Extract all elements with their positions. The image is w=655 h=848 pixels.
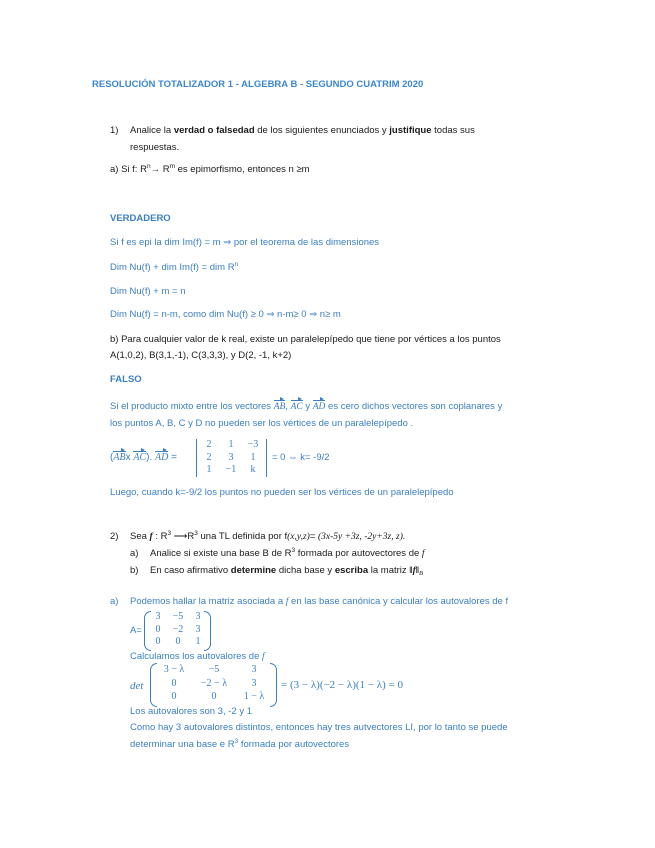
matrix-cell: k xyxy=(250,464,256,475)
matrix-cell: 0 xyxy=(171,677,177,689)
proof-line-1: Si f es epi la dim Im(f) = m ⇒ por el teorema de las dimensiones xyxy=(110,237,380,248)
matrix-cell: 0 xyxy=(155,623,161,635)
vector-ad: AD xyxy=(312,402,326,412)
matrix-cell: 3 − λ xyxy=(163,664,185,675)
matrix-a-label: A= xyxy=(130,625,142,636)
matrix-cell: 0 xyxy=(211,691,217,702)
mixed-product-result: = 0 ⇔ k= -9/2 xyxy=(272,452,330,463)
explanation-line-1: Si el producto mixto entre los vectores AB, AC y AD es cero dichos vectores son coplanares y xyxy=(110,401,503,412)
question-2-part-b-mark: b) xyxy=(130,565,139,576)
matrix-cell: 0 xyxy=(155,636,161,647)
matrix-cell: 1 xyxy=(250,451,256,463)
conclusion-line: Luego, cuando k=-9/2 los puntos no pueden ser los vértices de un paralelepípedo xyxy=(110,487,454,498)
answer-verdadero: VERDADERO xyxy=(110,213,171,224)
mixed-product-expression: (ABx AC). AD = xyxy=(110,452,177,463)
answer-2a-line-2: Calculamos los autovalores de f xyxy=(130,651,265,662)
question-1-intro-line-2: respuestas. xyxy=(130,142,180,153)
det-word: det xyxy=(130,680,144,692)
question-2-number: 2) xyxy=(110,531,119,542)
matrix-cell: 3 xyxy=(195,623,201,635)
matrix-cell: 3 xyxy=(195,611,201,622)
statement-a: a) Si f: $R^n\to R^m$ es epimorfismo, entonces n ≥m xyxy=(110,163,310,175)
char-matrix xyxy=(154,664,274,704)
vector-ac: AC xyxy=(290,402,303,412)
page-title: RESOLUCIÓN TOTALIZADOR 1 - ALGEBRA B - SEGUNDO CUATRIM 2020 xyxy=(92,79,424,90)
statement-b-line-1: b) Para cualquier valor de k real, existe un paralelepípedo que tiene por vértices a los puntos xyxy=(110,334,501,345)
matrix-cell: 3 xyxy=(228,451,234,463)
answer-2a-eigenvalues: Los autovalores son 3, -2 y 1 xyxy=(130,706,252,717)
matrix-a xyxy=(148,611,208,649)
question-2-statement: Sea f : $R^3$ $⟶R^3$ una TL definida por f(x,y,z)= (3x-5y +3z, -2y+3z, z). xyxy=(130,530,406,542)
matrix-cell: −1 xyxy=(225,464,237,475)
answer-2a-line-1: Podemos hallar la matriz asociada a f en las base canónica y calcular los autovalores de f xyxy=(130,596,509,607)
proof-line-4: Dim Nu(f) = n-m, como dim Nu(f) ≥ 0 ⇒ n-m≥ 0 ⇒ n≥ m xyxy=(110,309,341,320)
question-1-number: 1) xyxy=(110,125,119,136)
matrix-cell: 1 − λ xyxy=(243,691,265,702)
answer-2a-mark: a) xyxy=(110,596,119,607)
matrix-cell: −5 xyxy=(172,611,184,622)
proof-line-2: Dim Nu(f) + dim Im(f) = dim $R^n$ xyxy=(110,261,239,273)
answer-2a-line-4: Como hay 3 autovalores distintos, entonces hay tres autvectores LI, por lo tanto se puede xyxy=(130,722,508,733)
matrix-cell: 2 xyxy=(206,439,212,450)
matrix-cell: 3 xyxy=(251,664,257,675)
matrix-cell: 1 xyxy=(206,464,212,475)
matrix-cell: 1 xyxy=(195,636,201,647)
answer-falso: FALSO xyxy=(110,374,142,385)
matrix-cell: 3 xyxy=(251,677,257,689)
matrix-cell: −2 xyxy=(172,623,184,635)
determinant-matrix xyxy=(198,439,266,477)
matrix-cell: 2 xyxy=(206,451,212,463)
matrix-cell: 0 xyxy=(175,636,181,647)
matrix-cell: −3 xyxy=(247,439,259,450)
determinant-right-bar xyxy=(266,439,267,477)
statement-b-line-2: A(1,0,2), B(3,1,-1), C(3,3,3), y D(2, -1, k+2) xyxy=(110,350,292,361)
matrix-cell: 1 xyxy=(228,439,234,450)
matrix-a-right-paren xyxy=(204,611,211,651)
matrix-cell: −2 − λ xyxy=(200,677,228,689)
matrix-cell: 3 xyxy=(155,611,161,622)
question-2-part-a: Analice si existe una base B de $R^3$ formada por autovectores de f xyxy=(150,547,425,559)
char-polynomial-equation: = (3 − λ)(−2 − λ)(1 − λ) = 0 xyxy=(281,679,403,691)
determinant-left-bar xyxy=(196,439,197,477)
explanation-line-2: los puntos A, B, C y D no pueden ser los vértices de un paralelepípedo . xyxy=(110,418,414,429)
char-matrix-right-paren xyxy=(270,663,277,707)
matrix-cell: −5 xyxy=(208,664,220,675)
vector-ab: AB xyxy=(273,402,286,412)
question-2-part-b: En caso afirmativo determine dicha base y escriba la matriz $‖f‖_B$ xyxy=(150,565,424,577)
answer-2a-line-5: determinar una base e $R^3$ formada por autovectores xyxy=(130,738,350,750)
question-1-intro: Analice la verdad o falsedad de los siguientes enunciados y justifique todas sus xyxy=(130,125,475,136)
matrix-cell: 0 xyxy=(171,691,177,702)
question-2-part-a-mark: a) xyxy=(130,548,139,559)
proof-line-3: Dim Nu(f) + m = n xyxy=(110,286,186,297)
